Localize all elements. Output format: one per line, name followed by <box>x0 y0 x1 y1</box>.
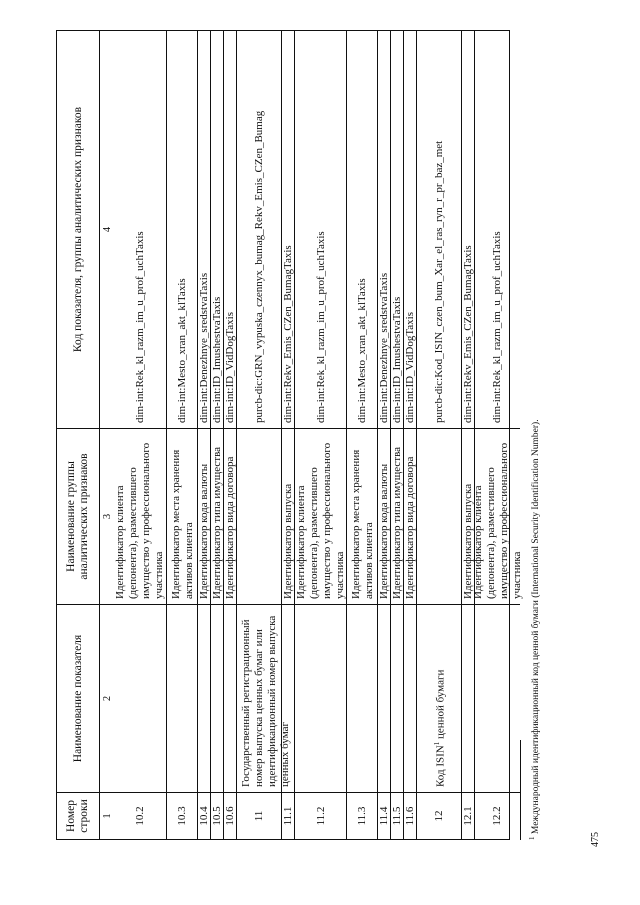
group-name-cell: Идентификатор вида договора <box>224 429 237 605</box>
header-group-name: Наименование группы аналитических признаков <box>57 429 99 605</box>
row-number-cell: 10.6 <box>224 806 236 826</box>
group-name-cell: Идентификатор клиента (депонента), разместившего имущество у профессионального участника <box>475 429 520 605</box>
indicator-name-cell <box>347 605 378 793</box>
group-name-cell: Идентификатор места хранения активов клиента <box>167 429 198 605</box>
group-name-cell: Идентификатор выпуска <box>462 429 475 605</box>
code-cell: dim-int:Denezhnye_sredstvaTaxis <box>378 31 391 429</box>
group-name-cell: Идентификатор выпуска <box>282 429 295 605</box>
table-row <box>390 31 404 839</box>
code-cell: dim-int:Rekv_Emis_CZen_BumagTaxis <box>462 31 475 429</box>
table-row <box>377 31 391 839</box>
table-row <box>197 31 211 839</box>
column-number: 3 <box>100 429 115 605</box>
code-cell: dim-int:ID_VidDogTaxis <box>404 31 417 429</box>
table-row <box>281 31 295 839</box>
table-row <box>166 31 198 839</box>
row-number-cell: 11.2 <box>314 806 327 826</box>
indicator-name-cell <box>295 605 347 793</box>
row-number-cell: 11.3 <box>356 806 368 826</box>
group-name-cell: Идентификатор типа имущества <box>211 429 224 605</box>
table-row <box>294 31 347 839</box>
column-number-row <box>99 31 115 839</box>
header-indicator-name: Наименование показателя <box>57 605 99 793</box>
row-number-cell: 10.5 <box>211 806 223 826</box>
footnote <box>528 419 541 840</box>
code-cell: dim-int:ID_ImushestvaTaxis <box>211 31 224 429</box>
row-number-cell: 10.4 <box>198 806 210 826</box>
isin-footnote-mark: 1 <box>433 741 442 746</box>
table-row <box>114 31 166 839</box>
row-number-cell: 11.4 <box>378 806 390 826</box>
table-row <box>471 31 523 839</box>
group-name-cell: Идентификатор кода валюты <box>198 429 211 605</box>
code-cell: dim-int:Mesto_xran_akt_klTaxis <box>167 31 198 429</box>
table-row <box>403 31 417 839</box>
code-cell: dim-int:Rek_kl_razm_im_u_prof_uchTaxis <box>475 31 520 429</box>
group-name-cell <box>417 429 462 605</box>
footnote-text: Международный идентификационный код ценной бумаги (International Security Identification Number). <box>531 419 542 837</box>
indicator-name-cell <box>475 605 520 793</box>
table-header-row <box>57 31 99 839</box>
header-row-number: Номер строки <box>65 799 90 833</box>
row-number-cell: 10.3 <box>176 806 188 826</box>
code-cell: dim-int:Rekv_Emis_CZen_BumagTaxis <box>282 31 295 429</box>
group-name-cell: Идентификатор клиента (депонента), разместившего имущество у профессионального участника <box>295 429 347 605</box>
row-number-cell: 11.6 <box>404 806 416 826</box>
indicator-name-cell <box>417 605 462 793</box>
indicator-table <box>56 30 523 840</box>
page-number: 475 <box>590 832 601 847</box>
isin-name-suffix: ценной бумаги <box>434 669 447 742</box>
column-number: 2 <box>100 605 115 793</box>
group-name-cell: Идентификатор типа имущества <box>391 429 404 605</box>
table-row <box>223 31 237 839</box>
group-name-cell: Идентификатор места хранения активов клиента <box>347 429 378 605</box>
code-cell: dim-int:Denezhnye_sredstvaTaxis <box>198 31 211 429</box>
row-number-cell: 12.1 <box>462 806 474 826</box>
code-cell: purcb-dic:GRN_vypuska_czennyx_bumag_Rekv_Emis_CZen_Bumag <box>237 31 282 429</box>
code-cell: dim-int:ID_VidDogTaxis <box>224 31 237 429</box>
indicator-name-cell <box>114 605 166 793</box>
row-number-cell: 12 <box>433 810 445 822</box>
table-row <box>210 31 224 839</box>
table-row <box>416 31 462 839</box>
column-number: 1 <box>102 813 113 819</box>
code-cell: dim-int:Rek_kl_razm_im_u_prof_uchTaxis <box>295 31 347 429</box>
indicator-name-cell <box>167 605 198 793</box>
row-number-cell: 12.2 <box>491 806 503 826</box>
header-code: Код показателя, группы аналитических признаков <box>57 31 99 429</box>
footnote-mark: 1 <box>528 836 536 840</box>
table-row <box>346 31 378 839</box>
column-number: 4 <box>100 31 115 429</box>
indicator-name-cell: Государственный регистрационный номер выпуска ценных бумаг или идентификационный номер выпуска ценных бумаг <box>237 605 282 793</box>
group-name-cell: Идентификатор клиента (депонента), разместившего имущество у профессионального участника <box>114 429 166 605</box>
code-cell: dim-int:Rek_kl_razm_im_u_prof_uchTaxis <box>114 31 166 429</box>
footnote-separator <box>520 740 521 840</box>
group-name-cell <box>237 429 282 605</box>
code-cell: purcb-dic:Kod_ISIN_czen_bum_Xar_el_ras_ryn_r_pr_baz_met <box>417 31 462 429</box>
row-number-cell: 10.2 <box>133 806 146 826</box>
group-name-cell: Идентификатор кода валюты <box>378 429 391 605</box>
row-number-cell: 11.1 <box>282 806 294 826</box>
code-cell: dim-int:ID_ImushestvaTaxis <box>391 31 404 429</box>
row-number-cell: 11.5 <box>391 806 403 826</box>
isin-name-prefix: Код ISIN <box>434 745 447 787</box>
code-cell: dim-int:Mesto_xran_akt_klTaxis <box>347 31 378 429</box>
group-name-cell: Идентификатор вида договора <box>404 429 417 605</box>
row-number-cell: 11 <box>253 810 265 822</box>
